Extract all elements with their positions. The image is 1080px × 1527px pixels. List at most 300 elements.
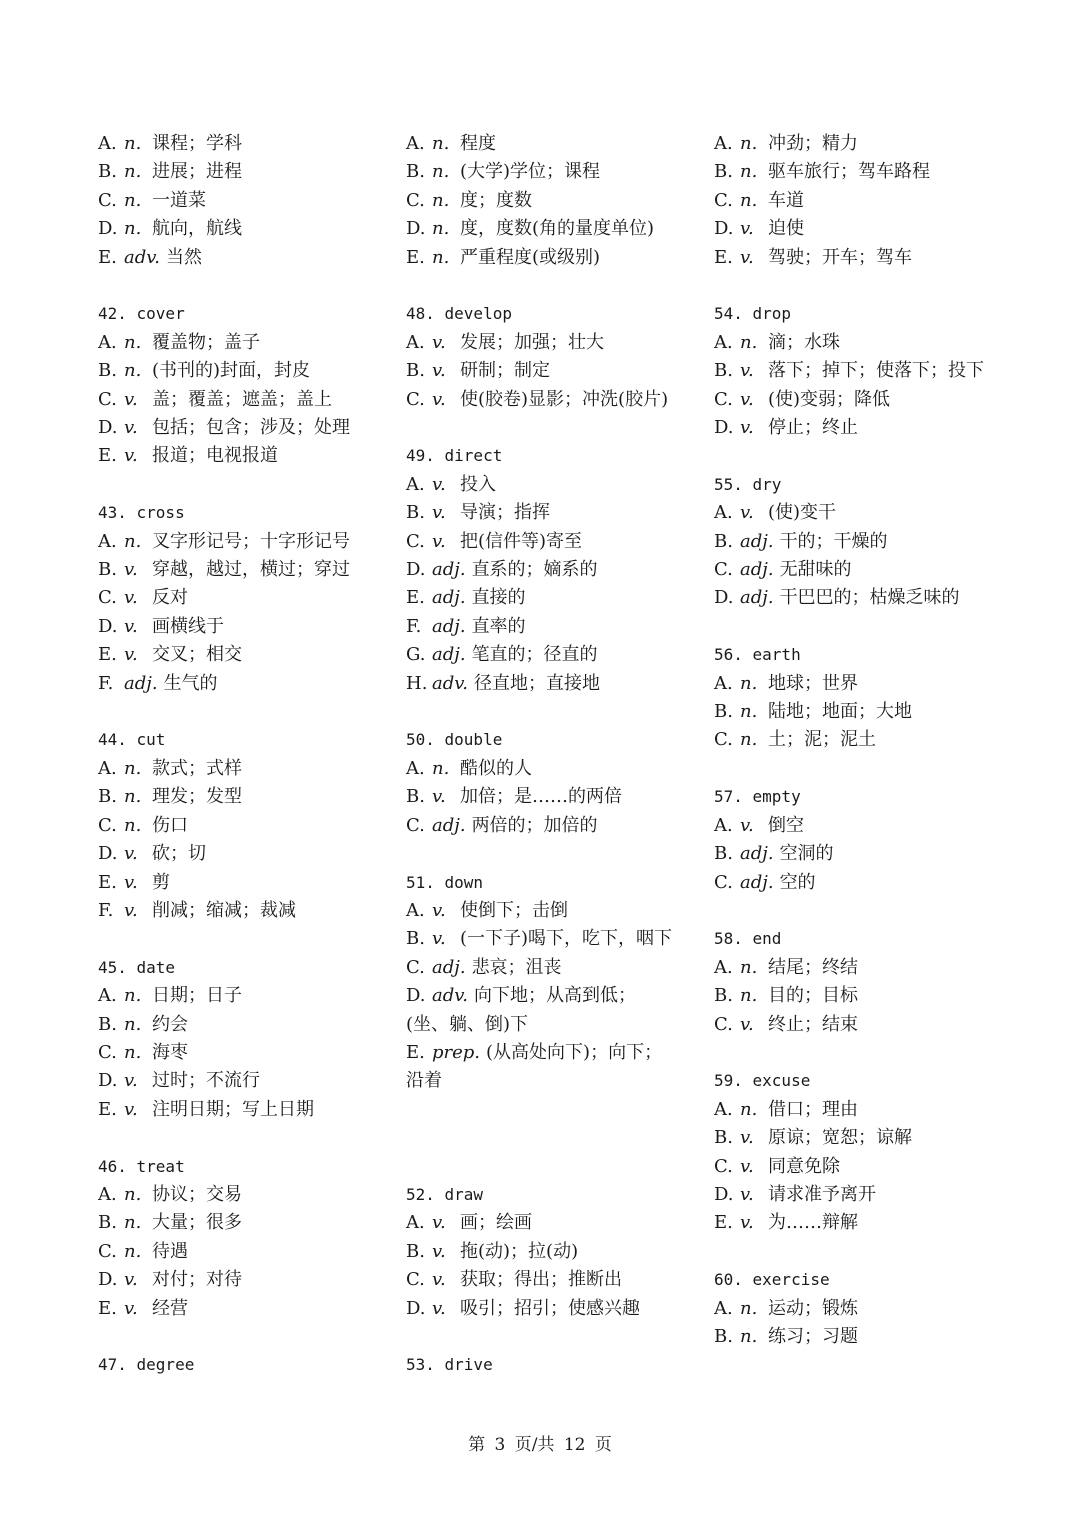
definition-entry xyxy=(714,187,1014,215)
definition-text: 获取；得出；推断出 xyxy=(460,1269,622,1291)
definition-text: 酷似的人 xyxy=(460,757,532,779)
definition-entry xyxy=(406,357,706,385)
definition-entry xyxy=(98,1266,398,1294)
part-of-speech: v. xyxy=(432,360,446,382)
definition-entry xyxy=(714,1323,1014,1351)
part-of-speech: v. xyxy=(740,246,754,268)
option-letter: A. xyxy=(406,473,425,495)
definition-entry xyxy=(714,982,1014,1010)
definition-text: 待遇 xyxy=(152,1240,188,1262)
option-letter: B. xyxy=(406,360,425,382)
definition-text: 向下地；从高到低；(坐、躺、倒)下 xyxy=(406,985,637,1035)
part-of-speech: v. xyxy=(432,530,446,552)
definition-entry xyxy=(98,158,398,186)
word-heading: 55. dry xyxy=(714,474,782,494)
definition-text: 吸引；招引；使感兴趣 xyxy=(460,1297,640,1319)
part-of-speech: v. xyxy=(740,1127,754,1149)
definition-entry xyxy=(98,556,398,584)
definition-text: 严重程度(或级别) xyxy=(460,246,601,268)
definition-text: 把(信件等)寄至 xyxy=(460,530,583,552)
part-of-speech: v. xyxy=(432,502,446,524)
part-of-speech: v. xyxy=(432,331,446,353)
definition-entry xyxy=(98,812,398,840)
definition-entry xyxy=(98,783,398,811)
definition-text: 航向，航线 xyxy=(152,218,242,240)
option-letter: B. xyxy=(406,1240,425,1262)
definition-text: 拖(动)；拉(动) xyxy=(460,1240,579,1262)
definition-text: 干巴巴的；枯燥乏味的 xyxy=(779,587,960,609)
definition-entry xyxy=(714,1011,1014,1039)
option-letter: E. xyxy=(406,1041,425,1063)
part-of-speech: n. xyxy=(432,218,450,240)
definition-entry xyxy=(98,1039,398,1067)
block-spacer xyxy=(406,1323,706,1351)
part-of-speech: n. xyxy=(740,161,758,183)
definition-text: 无甜味的 xyxy=(779,559,852,581)
definition-entry xyxy=(406,471,706,499)
definition-text: 陆地；地面；大地 xyxy=(768,701,912,723)
definition-text: 直接的 xyxy=(471,587,526,609)
word-heading: 45. date xyxy=(98,957,176,977)
option-letter: C. xyxy=(714,1155,733,1177)
definition-entry xyxy=(98,1181,398,1209)
definition-entry xyxy=(98,357,398,385)
definition-entry xyxy=(714,215,1014,243)
option-letter: E. xyxy=(406,246,425,268)
option-letter: B. xyxy=(98,360,117,382)
definition-entry xyxy=(98,613,398,641)
definition-text: 土；泥；泥土 xyxy=(768,729,876,751)
definition-entry xyxy=(406,982,678,1039)
definition-text: 悲哀；沮丧 xyxy=(471,956,562,978)
definition-text: 包括；包含；涉及；处理 xyxy=(152,417,350,439)
word-heading: 51. down xyxy=(406,872,484,892)
part-of-speech: n. xyxy=(124,218,142,240)
word-heading: 53. drive xyxy=(406,1355,493,1375)
definition-entry xyxy=(98,528,398,556)
definition-entry xyxy=(406,528,706,556)
definition-text: 练习；习题 xyxy=(768,1325,858,1347)
option-letter: C. xyxy=(714,388,733,410)
option-letter: C. xyxy=(98,1041,117,1063)
definition-text: 滴；水珠 xyxy=(768,331,840,353)
definition-entry xyxy=(406,1295,706,1323)
definition-entry xyxy=(406,1238,706,1266)
part-of-speech: n. xyxy=(124,1212,142,1234)
part-of-speech: n. xyxy=(740,701,758,723)
definition-text: 度；度数 xyxy=(460,189,532,211)
definition-text: 画横线于 xyxy=(152,615,224,637)
definition-text: 驾驶；开车；驾车 xyxy=(768,246,912,268)
definition-entry xyxy=(406,386,706,414)
definition-entry xyxy=(714,1181,1014,1209)
word-heading: 57. empty xyxy=(714,787,801,807)
word-heading: 59. excuse xyxy=(714,1071,811,1091)
definition-text: 覆盖物；盖子 xyxy=(152,331,260,353)
definition-entry xyxy=(406,329,706,357)
part-of-speech: v. xyxy=(432,899,446,921)
option-letter: A. xyxy=(98,331,117,353)
option-letter: A. xyxy=(714,956,733,978)
definition-entry xyxy=(406,187,706,215)
definition-entry xyxy=(714,954,1014,982)
definition-entry xyxy=(98,244,398,272)
part-of-speech: n. xyxy=(124,331,142,353)
definition-text: 导演；指挥 xyxy=(460,502,550,524)
option-letter: C. xyxy=(98,1240,117,1262)
block-spacer xyxy=(714,755,1014,783)
definition-entry xyxy=(98,187,398,215)
definition-text: 款式；式样 xyxy=(152,757,242,779)
definition-entry xyxy=(406,1039,678,1096)
definition-text: (书刊的)封面，封皮 xyxy=(152,360,311,382)
block-spacer xyxy=(98,471,398,499)
definition-entry xyxy=(406,499,706,527)
definition-text: 停止；终止 xyxy=(768,417,858,439)
definition-text: 砍；切 xyxy=(152,843,206,865)
definition-text: 课程；学科 xyxy=(152,133,242,154)
part-of-speech: n. xyxy=(124,985,142,1007)
definition-text: (一下子)喝下，吃下，咽下 xyxy=(460,928,673,950)
part-of-speech: v. xyxy=(740,417,754,439)
part-of-speech: n. xyxy=(740,985,758,1007)
definition-text: 约会 xyxy=(152,1013,188,1035)
part-of-speech: adj. xyxy=(740,871,774,893)
block-spacer xyxy=(714,1238,1014,1266)
definition-entry xyxy=(98,755,398,783)
definition-entry xyxy=(714,499,1014,527)
definition-text: 进展；进程 xyxy=(152,161,242,183)
option-letter: F. xyxy=(98,899,114,921)
word-heading: 42. cover xyxy=(98,304,185,324)
definition-text: 研制；制定 xyxy=(460,360,550,382)
option-letter: C. xyxy=(714,1013,733,1035)
option-letter: D. xyxy=(714,1183,734,1205)
part-of-speech: n. xyxy=(740,1297,758,1319)
definition-text: 为……辩解 xyxy=(768,1212,858,1234)
option-letter: A. xyxy=(714,331,733,353)
definition-text: 使倒下；击倒 xyxy=(460,899,568,921)
option-letter: A. xyxy=(714,502,733,524)
definition-entry xyxy=(98,584,398,612)
part-of-speech: adj. xyxy=(740,530,774,552)
definition-entry xyxy=(406,556,706,584)
word-heading: 43. cross xyxy=(98,503,185,523)
option-letter: B. xyxy=(714,1127,733,1149)
definition-entry xyxy=(406,641,706,669)
part-of-speech: v. xyxy=(740,388,754,410)
option-letter: D. xyxy=(98,615,118,637)
option-letter: B. xyxy=(98,559,117,581)
part-of-speech: n. xyxy=(740,1325,758,1347)
column-2 xyxy=(406,130,706,1380)
option-letter: A. xyxy=(406,133,425,154)
word-heading: 49. direct xyxy=(406,446,503,466)
option-letter: A. xyxy=(406,331,425,353)
definition-text: 车道 xyxy=(768,189,804,211)
definition-entry xyxy=(98,215,398,243)
part-of-speech: v. xyxy=(124,644,138,666)
part-of-speech: v. xyxy=(740,1183,754,1205)
option-letter: A. xyxy=(98,757,117,779)
option-letter: G. xyxy=(406,644,426,666)
part-of-speech: n. xyxy=(124,161,142,183)
block-spacer xyxy=(714,442,1014,470)
word-heading: 60. exercise xyxy=(714,1270,830,1290)
part-of-speech: n. xyxy=(740,133,758,154)
word-heading: 48. develop xyxy=(406,304,512,324)
definition-text: 空洞的 xyxy=(779,843,834,865)
part-of-speech: n. xyxy=(432,133,450,154)
definition-entry xyxy=(406,755,706,783)
part-of-speech: v. xyxy=(124,1269,138,1291)
part-of-speech: n. xyxy=(124,814,142,836)
option-letter: B. xyxy=(406,786,425,808)
option-letter: C. xyxy=(406,388,425,410)
definition-entry xyxy=(98,329,398,357)
definition-entry xyxy=(714,528,1014,556)
option-letter: B. xyxy=(714,1325,733,1347)
part-of-speech: n. xyxy=(124,1183,142,1205)
definition-entry xyxy=(406,215,706,243)
part-of-speech: v. xyxy=(740,1013,754,1035)
part-of-speech: adj. xyxy=(432,587,466,609)
definition-text: 发展；加强；壮大 xyxy=(460,331,604,353)
option-letter: A. xyxy=(714,1098,733,1120)
option-letter: C. xyxy=(98,814,117,836)
part-of-speech: adj. xyxy=(432,956,466,978)
part-of-speech: n. xyxy=(124,1013,142,1035)
word-heading: 56. earth xyxy=(714,645,801,665)
definition-entry xyxy=(98,670,398,698)
option-letter: A. xyxy=(98,1183,117,1205)
part-of-speech: v. xyxy=(432,1297,446,1319)
part-of-speech: n. xyxy=(740,189,758,211)
part-of-speech: v. xyxy=(124,1070,138,1092)
definition-text: 经营 xyxy=(152,1297,188,1319)
definition-entry xyxy=(406,670,706,698)
option-letter: F. xyxy=(406,615,422,637)
definition-entry xyxy=(714,130,1014,158)
definition-text: 伤口 xyxy=(152,814,188,836)
part-of-speech: n. xyxy=(740,956,758,978)
definition-text: 原谅；宽恕；谅解 xyxy=(768,1127,912,1149)
part-of-speech: adj. xyxy=(432,559,466,581)
option-letter: D. xyxy=(98,218,118,240)
option-letter: E. xyxy=(714,246,733,268)
option-letter: C. xyxy=(714,189,733,211)
option-letter: A. xyxy=(98,133,117,154)
part-of-speech: v. xyxy=(124,1297,138,1319)
option-letter: B. xyxy=(406,928,425,950)
column-1 xyxy=(98,130,398,1380)
definition-text: 叉字形记号；十字形记号 xyxy=(152,530,350,552)
part-of-speech: v. xyxy=(432,928,446,950)
definition-text: 落下；掉下；使落下；投下 xyxy=(768,360,984,382)
definition-entry xyxy=(406,812,706,840)
option-letter: D. xyxy=(98,1070,118,1092)
part-of-speech: v. xyxy=(124,417,138,439)
block-spacer xyxy=(406,698,706,726)
definition-text: 目的；目标 xyxy=(768,985,858,1007)
block-spacer xyxy=(714,897,1014,925)
option-letter: D. xyxy=(406,1297,426,1319)
option-letter: C. xyxy=(406,956,425,978)
definition-text: (从高处向下)；向下；沿着 xyxy=(406,1041,663,1092)
block-spacer xyxy=(98,1124,398,1152)
part-of-speech: v. xyxy=(432,473,446,495)
definition-text: 理发；发型 xyxy=(152,786,242,808)
option-letter: D. xyxy=(406,559,426,581)
definition-text: 冲劲；精力 xyxy=(768,133,858,154)
option-letter: B. xyxy=(714,985,733,1007)
option-letter: E. xyxy=(714,1212,733,1234)
definition-entry xyxy=(98,982,398,1010)
definition-text: 倒空 xyxy=(768,814,804,836)
block-spacer xyxy=(406,1096,706,1124)
part-of-speech: n. xyxy=(740,729,758,751)
block-spacer xyxy=(98,272,398,300)
part-of-speech: v. xyxy=(124,615,138,637)
part-of-speech: adv. xyxy=(432,672,469,694)
definition-text: 笔直的；径直的 xyxy=(471,644,598,666)
option-letter: D. xyxy=(98,417,118,439)
option-letter: A. xyxy=(98,985,117,1007)
definition-entry xyxy=(406,1209,706,1237)
option-letter: E. xyxy=(406,587,425,609)
part-of-speech: v. xyxy=(740,218,754,240)
column-3 xyxy=(714,130,1014,1351)
option-letter: C. xyxy=(714,729,733,751)
block-spacer xyxy=(714,613,1014,641)
option-letter: D. xyxy=(406,985,426,1007)
part-of-speech: n. xyxy=(124,1240,142,1262)
part-of-speech: n. xyxy=(124,1041,142,1063)
part-of-speech: v. xyxy=(740,1155,754,1177)
part-of-speech: v. xyxy=(740,360,754,382)
part-of-speech: v. xyxy=(432,786,446,808)
option-letter: D. xyxy=(714,587,734,609)
definition-entry xyxy=(406,897,706,925)
part-of-speech: adv. xyxy=(124,246,161,268)
part-of-speech: v. xyxy=(124,899,138,921)
block-spacer xyxy=(714,1039,1014,1067)
block-spacer xyxy=(406,1153,706,1181)
definition-text: 迫使 xyxy=(768,218,804,240)
definition-entry xyxy=(714,726,1014,754)
definition-entry xyxy=(406,158,706,186)
option-letter: C. xyxy=(714,559,733,581)
option-letter: C. xyxy=(98,189,117,211)
part-of-speech: adj. xyxy=(740,559,774,581)
option-letter: B. xyxy=(714,530,733,552)
definition-entry xyxy=(714,698,1014,726)
word-heading: 58. end xyxy=(714,929,782,949)
definition-entry xyxy=(406,925,678,953)
definition-text: 结尾；终结 xyxy=(768,956,858,978)
definition-entry xyxy=(98,1238,398,1266)
definition-entry xyxy=(714,1209,1014,1237)
definition-text: 投入 xyxy=(460,473,496,495)
definition-entry xyxy=(714,158,1014,186)
definition-text: 使(胶卷)显影；冲洗(胶片) xyxy=(460,388,669,410)
option-letter: C. xyxy=(406,814,425,836)
definition-entry xyxy=(714,812,1014,840)
block-spacer xyxy=(98,1323,398,1351)
part-of-speech: v. xyxy=(124,587,138,609)
option-letter: E. xyxy=(98,445,117,467)
definition-text: 度，度数(角的量度单位) xyxy=(460,218,655,240)
definition-text: 对付；对待 xyxy=(152,1269,242,1291)
definition-entry xyxy=(98,442,398,470)
option-letter: B. xyxy=(714,701,733,723)
definition-entry xyxy=(98,414,398,442)
block-spacer xyxy=(406,414,706,442)
option-letter: A. xyxy=(406,757,425,779)
definition-text: 海枣 xyxy=(152,1041,188,1063)
definition-entry xyxy=(406,783,706,811)
part-of-speech: v. xyxy=(432,1240,446,1262)
option-letter: D. xyxy=(406,218,426,240)
definition-entry xyxy=(714,414,1014,442)
definition-entry xyxy=(406,584,706,612)
word-heading: 44. cut xyxy=(98,730,166,750)
definition-entry xyxy=(714,840,1014,868)
definition-text: 径直地；直接地 xyxy=(474,672,601,694)
word-heading: 46. treat xyxy=(98,1156,185,1176)
definition-text: 借口；理由 xyxy=(768,1098,858,1120)
definition-entry xyxy=(714,670,1014,698)
word-heading: 54. drop xyxy=(714,304,792,324)
definition-text: 加倍；是……的两倍 xyxy=(460,786,622,808)
definition-entry xyxy=(98,1067,398,1095)
option-letter: E. xyxy=(98,246,117,268)
definition-entry xyxy=(98,1209,398,1237)
option-letter: C. xyxy=(714,871,733,893)
part-of-speech: n. xyxy=(740,672,758,694)
part-of-speech: adj. xyxy=(740,843,774,865)
option-letter: C. xyxy=(406,530,425,552)
definition-entry xyxy=(714,244,1014,272)
part-of-speech: v. xyxy=(124,388,138,410)
word-heading: 52. draw xyxy=(406,1184,484,1204)
definition-text: 画；绘画 xyxy=(460,1212,532,1234)
definition-text: 过时；不流行 xyxy=(152,1070,260,1092)
option-letter: C. xyxy=(406,1269,425,1291)
part-of-speech: n. xyxy=(124,530,142,552)
part-of-speech: v. xyxy=(740,502,754,524)
block-spacer xyxy=(406,840,706,868)
part-of-speech: v. xyxy=(432,1212,446,1234)
definition-text: 终止；结束 xyxy=(768,1013,858,1035)
option-letter: B. xyxy=(406,161,425,183)
definition-entry xyxy=(714,357,986,385)
part-of-speech: prep. xyxy=(432,1041,481,1063)
part-of-speech: n. xyxy=(124,786,142,808)
part-of-speech: n. xyxy=(432,246,450,268)
definition-text: 大量；很多 xyxy=(152,1212,242,1234)
option-letter: A. xyxy=(714,133,733,154)
option-letter: D. xyxy=(714,417,734,439)
option-letter: B. xyxy=(98,161,117,183)
word-heading: 50. double xyxy=(406,730,503,750)
definition-text: 运动；锻炼 xyxy=(768,1297,858,1319)
option-letter: E. xyxy=(98,644,117,666)
option-letter: D. xyxy=(98,1269,118,1291)
block-spacer xyxy=(714,272,1014,300)
definition-text: 交叉；相交 xyxy=(152,644,242,666)
option-letter: A. xyxy=(406,899,425,921)
